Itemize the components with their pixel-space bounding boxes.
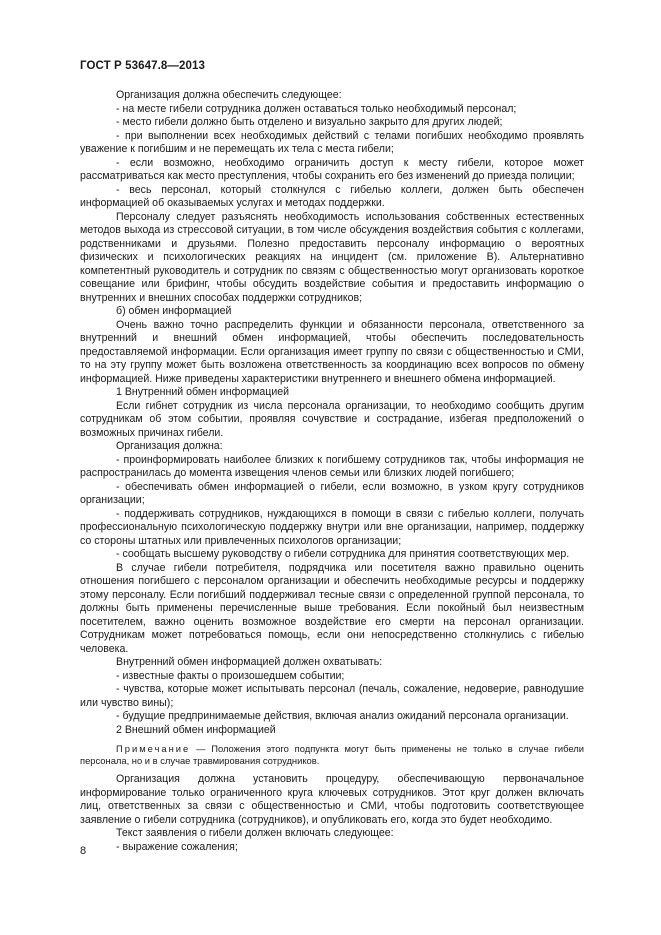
document-body: [80, 89, 584, 854]
paragraph: - чувства, которые может испытывать персонал (печаль, сожаление, недоверие, равнодушие или чувство вины);: [80, 683, 584, 709]
body-section-main: [80, 89, 584, 737]
paragraph: Внутренний обмен информацией должен охватывать:: [116, 656, 383, 668]
paragraph: В случае гибели потребителя, подрядчика или посетителя важно правильно оценить отношения погибшего с персоналом организации и обеспечить необходимые ресурсы и поддержку этому персоналу. Если погибший поддерживал тесные связи с определенной группой персонала, то должны быть применены перечисленные выше требования. Если покойный был неизвестным посетителем, важно оценить возможное воздействие его смерти на персонал организации. Сотрудникам может потребоваться помощь, если они непосредственно столкнулись с гибелью человека.: [80, 561, 584, 655]
paragraph: - при выполнении всех необходимых действий с телами погибших необходимо проявлять уважение к погибшим и не перемещать их тела с места гибели;: [80, 129, 584, 155]
paragraph: Организация должна:: [116, 440, 223, 452]
page-number: 8: [80, 845, 87, 857]
paragraph: 1 Внутренний обмен информацией: [116, 386, 290, 398]
paragraph: Организация должна установить процедуру, обеспечивающую первоначальное информирование только ограниченного круга ключевых сотрудников. Этот круг должен включать лиц, ответственных за связи с общественностью и СМИ, чтобы подготовить соответствующее заявление о гибели сотрудника (сотрудников), и опубликовать его, когда это будет необходимо.: [80, 773, 584, 826]
paragraph: - поддерживать сотрудников, нуждающихся в помощи в связи с гибелью коллеги, получать профессиональную психологическую поддержку внутри или вне организации, например, поддержку со стороны штатных или привлеченных психологов организации;: [80, 507, 584, 547]
body-section-continued: [80, 773, 584, 854]
paragraph: Персоналу следует разъяснять необходимость использования собственных естественных методов выхода из стрессовой ситуации, в том числе обсуждения воздействия события с коллегами, родственниками и друзьями. Полезно предоставить персоналу информацию о вероятных физических и психологических реакциях на инцидент (см. приложение В). Альтернативно компетентный руководитель и сотрудник по связям с общественностью могут организовать короткое совещание или брифинг, чтобы обсудить воздействие события и предоставить информацию о внутренних и внешних способах поддержки сотрудников;: [80, 210, 584, 304]
note-text: — Положения этого подпункта могут быть применены не только в случае гибели персонала, но и в случае травмирования сотрудников.: [80, 743, 584, 766]
paragraph: - на месте гибели сотрудника должен оставаться только необходимый персонал;: [116, 102, 517, 115]
paragraph: 2 Внешний обмен информацией: [116, 723, 276, 736]
paragraph: - обеспечивать обмен информацией о гибели, если возможно, в узком кругу сотрудников организации;: [80, 480, 584, 506]
paragraph: Организация должна обеспечить следующее:: [116, 89, 342, 101]
paragraph: б) обмен информацией: [116, 305, 232, 317]
paragraph: - место гибели должно быть отделено и визуально закрыто для других людей;: [116, 116, 503, 128]
paragraph: - известные факты о произошедшем событии;: [116, 669, 345, 682]
paragraph: - выражение сожаления;: [116, 840, 238, 853]
paragraph: Если гибнет сотрудник из числа персонала организации, то необходимо сообщить другим сотрудникам об этом событии, проявляя сочувствие и сострадание, избегая предположений о возможных причинах гибели.: [80, 399, 584, 439]
paragraph: - проинформировать наиболее близких к погибшему сотрудников так, чтобы информация не распространилась до момента извещения членов семьи или близких людей погибшего;: [80, 453, 584, 479]
paragraph: - будущие предпринимаемые действия, включая анализ ожиданий персонала организации.: [116, 710, 569, 722]
paragraph: - сообщать высшему руководству о гибели сотрудника для принятия соответствующих мер.: [116, 548, 570, 560]
paragraph: - весь персонал, который столкнулся с гибелью коллеги, должен быть обеспечен информацией об оказываемых услугах и методах поддержки.: [80, 183, 584, 209]
document-header: ГОСТ Р 53647.8—2013: [80, 60, 205, 72]
paragraph: - если возможно, необходимо ограничить доступ к месту гибели, которое может рассматриваться как место преступления, чтобы сохранить его без изменений до приезда полиции;: [80, 156, 584, 182]
note-label: Примечание: [116, 743, 191, 754]
paragraph: Текст заявления о гибели должен включать следующее:: [116, 827, 394, 839]
paragraph: Очень важно точно распределить функции и обязанности персонала, ответственного за внутренний и внешний обмен информацией, чтобы обеспечить последовательность предоставляемой информации. Если организация имеет группу по связи с общественностью и СМИ, то на эту группу может быть возложена ответственность за координацию всех вопросов по обмену информацией. Ниже приведены характеристики внутреннего и внешнего обмена информацией.: [80, 318, 584, 385]
note-block: [80, 743, 584, 767]
